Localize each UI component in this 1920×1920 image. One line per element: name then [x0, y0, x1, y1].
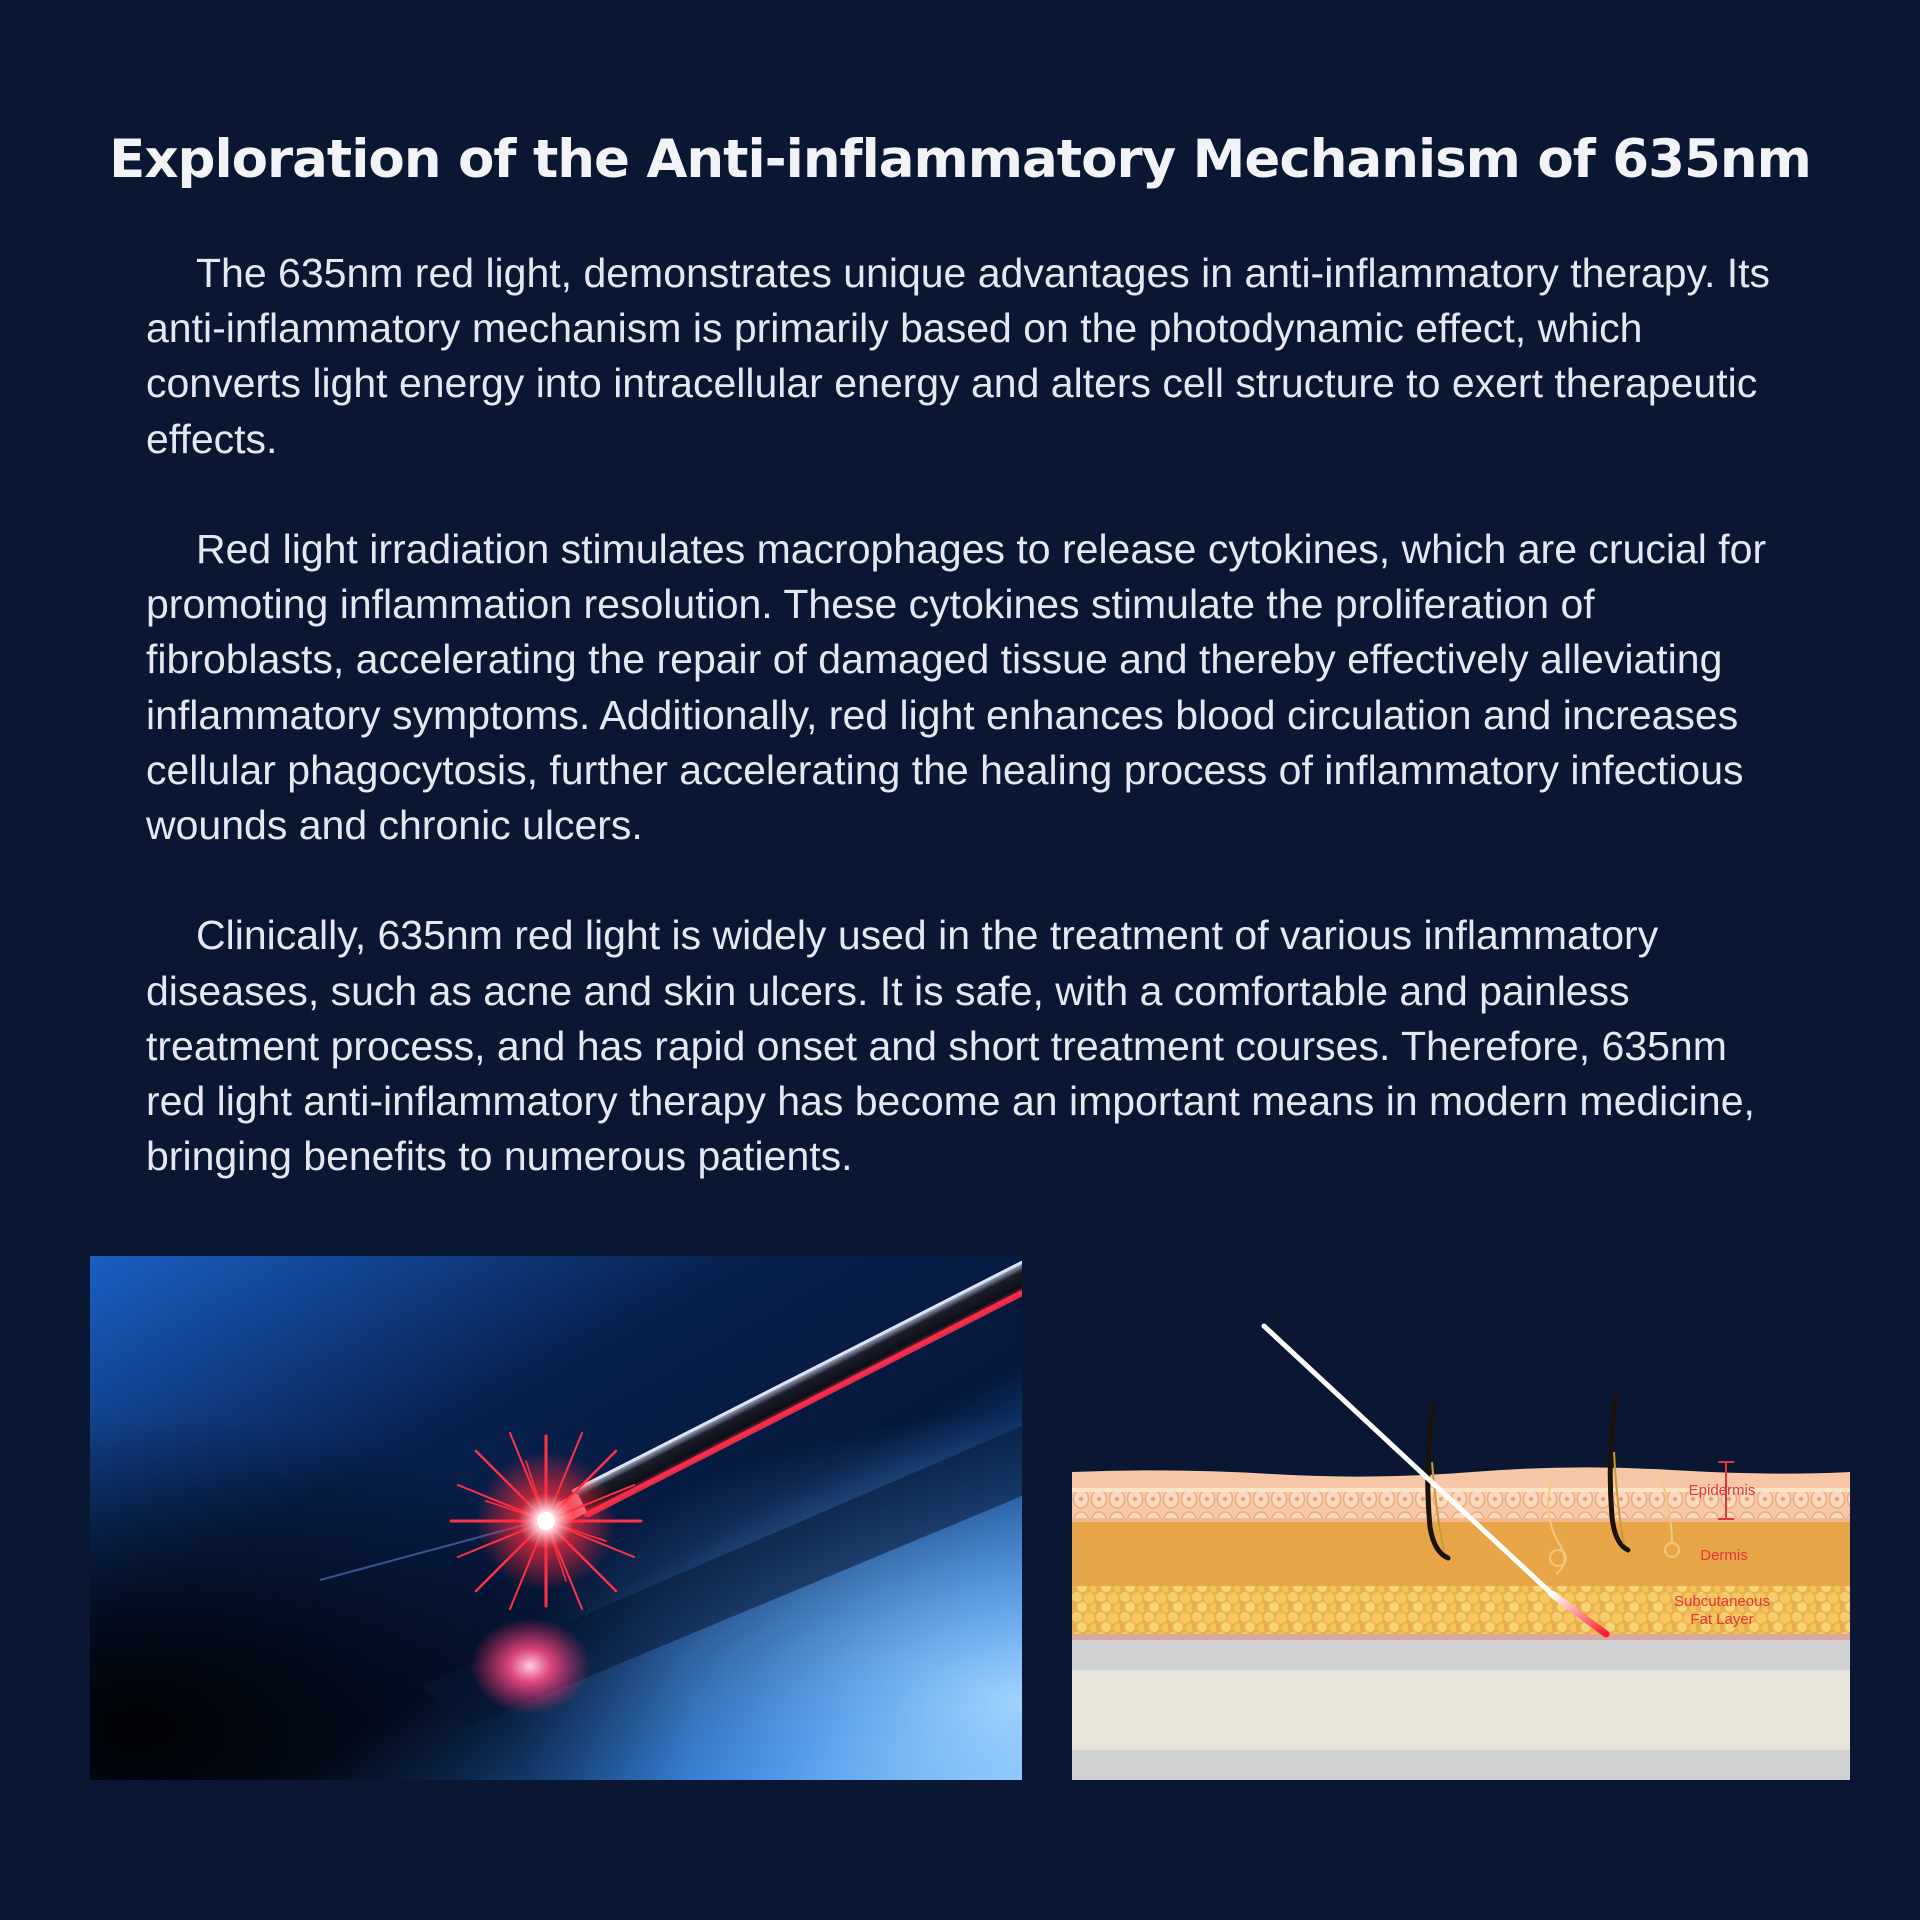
label-dermis: Dermis — [1700, 1547, 1748, 1564]
label-fat-line1: Subcutaneous — [1674, 1593, 1770, 1610]
label-epidermis: Epidermis — [1688, 1482, 1756, 1499]
skin-layer-diagram — [1072, 1312, 1850, 1780]
skin-cross-section — [1072, 1312, 1850, 1780]
laser-probe-illustration — [90, 1256, 1022, 1780]
paragraph-clinical: Clinically, 635nm red light is widely used in the treatment of various inflammatory diseases, such as acne and skin ulcers. It is safe, with a comfortable and painless treatment process, and has rapid onset and short treatment courses. Therefore, 635nm red light anti-inflammatory therapy has become an important means in modern medicine, bringing benefits to numerous patients. — [146, 912, 1755, 1180]
article-body — [146, 246, 1786, 1184]
page-title: Exploration of the Anti-inflammatory Mechanism of 635nm — [109, 129, 1811, 190]
paragraph-intro: The 635nm red light, demonstrates unique advantages in anti-inflammatory therapy. Its anti-inflammatory mechanism is primarily based on the photodynamic effect, which converts light energy into intracellular energy and alters cell structure to exert therapeutic effects. — [146, 250, 1771, 462]
laser-probe-photo — [90, 1256, 1022, 1780]
paragraph-mechanism: Red light irradiation stimulates macrophages to release cytokines, which are crucial for promoting inflammation resolution. These cytokines stimulate the proliferation of fibroblasts, accelerating the repair of damaged tissue and thereby effectively alleviating inflammatory symptoms. Additionally, red light enhances blood circulation and increases cellular phagocytosis, further accelerating the healing process of inflammatory infectious wounds and chronic ulcers. — [146, 526, 1767, 849]
label-fat-line2: Fat Layer — [1690, 1611, 1754, 1628]
